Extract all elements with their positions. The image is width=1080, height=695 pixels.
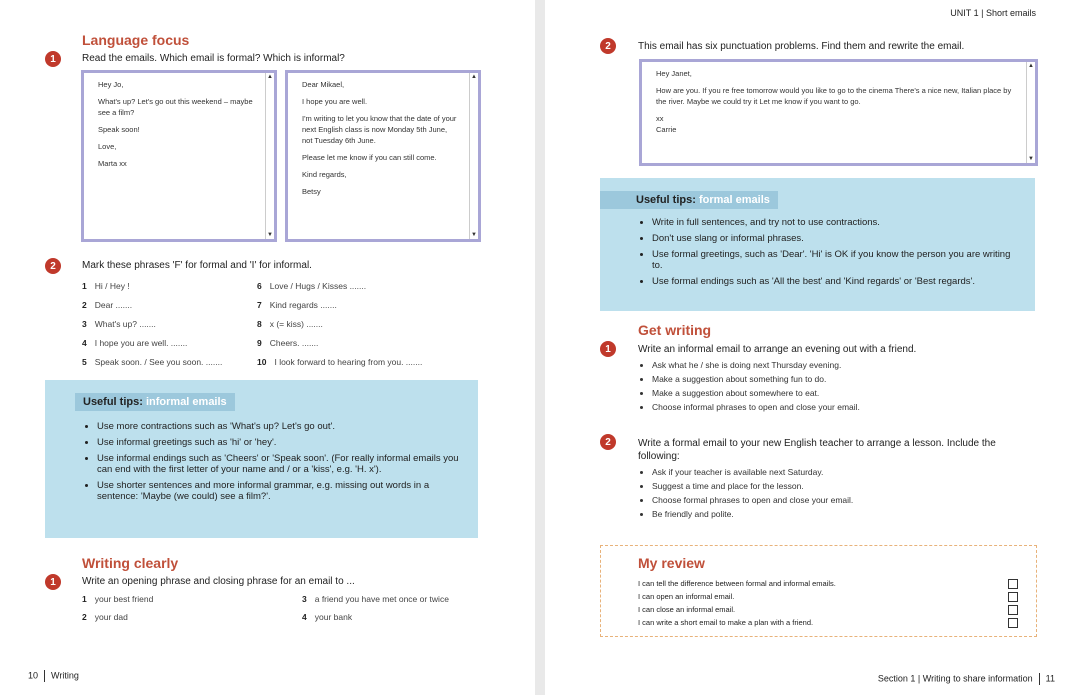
email-line: I'm writing to let you know that the date of your next English class is now Monday 5th June, not Tuesday 6th June. [302,114,457,145]
exercise-instruction: Mark these phrases 'F' for formal and 'I' for informal. [82,260,312,271]
phrase-item: 1 Hi / Hey ! [82,281,130,291]
phrase-list-left [82,281,252,376]
tip-item: • Use formal endings such as 'All the best' and 'Kind regards' or 'Best regards'. [652,276,1023,287]
gw2-item: • Be friendly and polite. [652,509,1028,519]
exercise-number: 1 [45,51,61,67]
scroll-down-icon[interactable]: ▼ [1028,156,1034,162]
wc-item: 4 your bank [302,612,353,622]
review-item: I can write a short email to make a plan with a friend. [638,616,1018,629]
right-page [545,0,1080,695]
wc-item: 1 your best friend [82,594,154,604]
gw1-item: • Ask what he / she is doing next Thursday evening. [652,360,1028,370]
phrase-item: 5 Speak soon. / See you soon. ....... [82,357,223,367]
writing-clearly-heading: Writing clearly [82,555,179,571]
phrase-item: 6 Love / Hugs / Kisses ....... [257,281,367,291]
phrase-item: 7 Kind regards ....... [257,300,337,310]
exercise-number: 1 [45,574,61,590]
exercise-instruction: Write an informal email to arrange an evening out with a friend. [638,344,917,355]
phrase-item: 9 Cheers. ....... [257,338,319,348]
email-formal[interactable] [285,70,481,242]
exercise-instruction: Write an opening phrase and closing phrase for an email to ... [82,576,355,587]
page-number: 10 [28,670,39,681]
tip-item: • Don't use slang or informal phrases. [652,233,1023,244]
scroll-up-icon[interactable]: ▲ [267,74,273,80]
email-line: Speak soon! [98,125,140,134]
useful-tips-informal [45,380,478,538]
gw1-item: • Make a suggestion about something fun to do. [652,374,1028,384]
review-list [638,577,1018,629]
gw2-list [638,467,1028,523]
gw2-item: • Ask if your teacher is available next Saturday. [652,467,1028,477]
exercise-number: 1 [600,341,616,357]
email-line: How are you. If you re free tomorrow would you like to go to the cinema There's a nice new, Italian place by the river. Maybe we could try it Let me know if you want to go. [656,86,1012,106]
exercise-number: 2 [600,38,616,54]
checkbox[interactable] [1008,605,1018,615]
email-punctuation[interactable] [639,59,1038,166]
phrase-item: 4 I hope you are well. ....... [82,338,188,348]
tips-title: Useful tips: formal emails [600,191,778,209]
email-line: Love, [98,142,117,151]
get-writing-heading: Get writing [638,322,712,338]
email-line: Please let me know if you can still come. [302,153,437,162]
language-focus-heading: Language focus [82,32,190,48]
tips-list [600,217,1035,287]
email-body [642,62,1035,145]
scroll-up-icon[interactable]: ▲ [1028,63,1034,69]
email-informal[interactable] [81,70,277,242]
footer-title: Writing [51,670,79,681]
email-line: Hey Jo, [98,80,124,89]
phrase-list-right [257,281,487,376]
scroll-up-icon[interactable]: ▲ [471,74,477,80]
exercise-instruction: This email has six punctuation problems. Find them and rewrite the email. [638,41,965,52]
email-line: Kind regards, [302,170,347,179]
exercise-instruction: Write a formal email to your new English teacher to arrange a lesson. Include the following: [638,438,996,462]
email-line: xx [656,114,664,123]
email-line: Marta xx [98,159,127,168]
footer-title: Section 1 | Writing to share information [877,673,1033,684]
gw1-item: • Choose informal phrases to open and close your email. [652,402,1028,412]
tip-item: • Write in full sentences, and try not to use contractions. [652,217,1023,228]
tip-item: • Use informal endings such as 'Cheers' or 'Speak soon'. (For really informal emails you can end with the first letter of your name and / or a 'kiss', e.g. 'H. x'). [97,453,470,475]
phrase-item: 8 x (= kiss) ....... [257,319,323,329]
tips-list [45,421,478,502]
checkbox[interactable] [1008,592,1018,602]
page-number: 11 [1045,673,1055,684]
review-item: I can close an informal email. [638,603,1018,616]
scrollbar[interactable] [469,73,478,239]
phrase-item: 3 What's up? ....... [82,319,156,329]
phrase-item: 2 Dear ....... [82,300,133,310]
unit-header: UNIT 1 | Short emails [950,8,1036,18]
checkbox[interactable] [1008,579,1018,589]
tips-title: Useful tips: informal emails [75,393,235,411]
page-footer [878,673,1055,685]
phrase-item: 10 I look forward to hearing from you. ....... [257,357,423,367]
left-page [0,0,535,695]
email-line: Betsy [302,187,321,196]
tip-item: • Use informal greetings such as 'hi' or 'hey'. [97,437,470,448]
email-line: Carrie [656,125,677,134]
gw1-item: • Make a suggestion about somewhere to eat. [652,388,1028,398]
gw1-list [638,360,1028,416]
review-item: I can tell the difference between formal and informal emails. [638,577,1018,590]
exercise-number: 2 [45,258,61,274]
gw2-item: • Choose formal phrases to open and close your email. [652,495,1028,505]
email-line: I hope you are well. [302,97,368,106]
email-body [84,73,274,179]
email-line: What's up? Let's go out this weekend – maybe see a film? [98,97,253,117]
scrollbar[interactable] [265,73,274,239]
gw2-item: • Suggest a time and place for the lesson. [652,481,1028,491]
my-review-heading: My review [638,555,705,571]
my-review-box [600,545,1037,637]
wc-item: 2 your dad [82,612,128,622]
checkbox[interactable] [1008,618,1018,628]
page-footer [28,670,79,682]
wc-item: 3 a friend you have met once or twice [302,594,449,604]
review-item: I can open an informal email. [638,590,1018,603]
tip-item: • Use more contractions such as 'What's up? Let's go out'. [97,421,470,432]
scroll-down-icon[interactable]: ▼ [267,232,273,238]
tip-item: • Use shorter sentences and more informal grammar, e.g. missing out words in a sentence: 'Maybe (we could) see a film?'. [97,480,470,502]
email-line: Dear Mikael, [302,80,345,89]
email-body [288,73,478,207]
useful-tips-formal [600,178,1035,311]
tip-item: • Use formal greetings, such as 'Dear'. 'Hi' is OK if you know the person you are writing to. [652,249,1023,271]
scroll-down-icon[interactable]: ▼ [471,232,477,238]
exercise-instruction: Read the emails. Which email is formal? Which is informal? [82,53,345,64]
scrollbar[interactable] [1026,62,1035,163]
exercise-number: 2 [600,434,616,450]
email-line: Hey Janet, [656,69,692,78]
